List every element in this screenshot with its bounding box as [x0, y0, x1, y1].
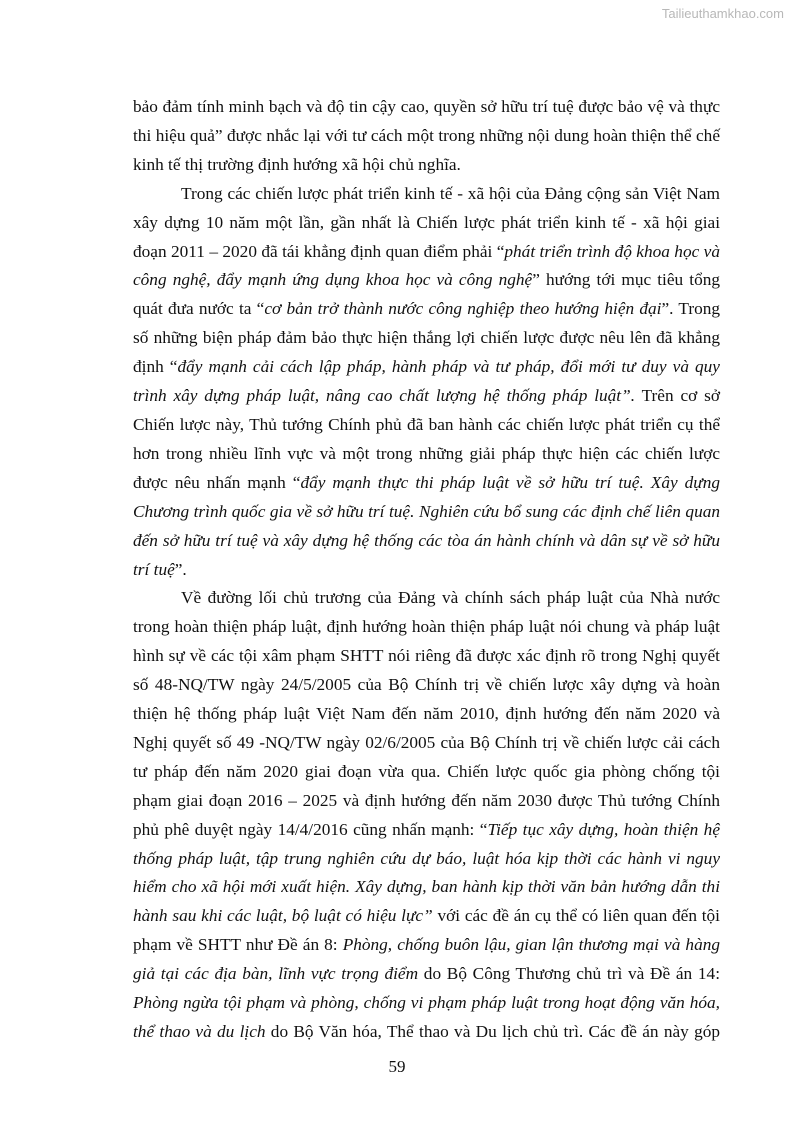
text-run: ”. [174, 559, 187, 579]
paragraph [133, 584, 720, 1047]
page-number: 59 [388, 1057, 406, 1076]
italic-quote: Phòng, chống buôn lậu, gian lận thương mại và hàng giả tại các địa bàn, lĩnh vực trọng điểm [133, 935, 720, 984]
italic-quote: Tiếp tục xây dựng, hoàn thiện hệ thống pháp luật, tập trung nghiên cứu dự báo, luật hóa kịp thời các hành vi nguy hiểm cho xã hội mới xuất hiện. Xây dựng, ban hành kịp thời văn bản hướng dẫn thi hành sau khi các luật, bộ luật có hiệu lực” [133, 819, 720, 926]
italic-quote: đẩy mạnh cải cách lập pháp, hành pháp và tư pháp, đổi mới tư duy và quy trình xây dựng pháp luật, nâng cao chất lượng hệ thống pháp luật”. [133, 357, 720, 406]
italic-quote: đẩy mạnh thực thi pháp luật về sở hữu trí tuệ. Xây dựng Chương trình quốc gia về sở hữu trí tuệ. Nghiên cứu bổ sung các định chế liên quan đến sở hữu trí tuệ và xây dựng hệ thống các tòa án hành chính và dân sự về sở hữu trí tuệ [133, 472, 720, 579]
paragraph [133, 93, 720, 180]
text-run: do Bộ Văn hóa, Thể thao và Du lịch chủ trì. Các đề án này góp [265, 1022, 721, 1041]
italic-quote: Phòng ngừa tội phạm và phòng, chống vi phạm pháp luật trong hoạt động văn hóa, thể thao và du lịch [133, 993, 720, 1041]
text-run: ”. Trong số những biện pháp đảm bảo thực hiện thắng lợi chiến lược được nêu lên đã khẳng định “ [133, 299, 720, 377]
body-text [133, 93, 720, 1047]
text-run: với các đề án cụ thể có liên quan đến tội phạm về SHTT như Đề án 8: [133, 906, 720, 955]
watermark: Tailieuthamkhao.com [661, 6, 784, 21]
text-run: Về đường lối chủ trương của Đảng và chính sách pháp luật của Nhà nước trong hoàn thiện pháp luật, định hướng hoàn thiện pháp luật nói chung và pháp luật hình sự về các tội xâm phạm SHTT nói riêng đã được xác định rõ trong Nghị quyết số 48-NQ/TW ngày 24/5/2005 của Bộ Chính trị về chiến lược xây dựng và hoàn thiện hệ thống pháp luật Việt Nam đến năm 2010, định hướng đến năm 2020 và Nghị quyết số 49 -NQ/TW ngày 02/6/2005 của Bộ Chính trị về chiến lược cải cách tư pháp đến năm 2020 giai đoạn vừa qua. Chiến lược quốc gia phòng chống tội phạm giai đoạn 2016 – 2025 và định hướng đến năm 2030 được Thủ tướng Chính phủ phê duyệt ngày 14/4/2016 cũng nhấn mạnh: “ [133, 588, 720, 839]
italic-quote: cơ bản trở thành nước công nghiệp theo hướng hiện đại [264, 299, 662, 319]
text-run: do Bộ Công Thương chủ trì và Đề án 14: [418, 964, 720, 984]
text-run: bảo đảm tính minh bạch và độ tin cậy cao, quyền sở hữu trí tuệ được bảo vệ và thực thi hiệu quả” được nhắc lại với tư cách một trong những nội dung hoàn thiện thể chế kinh tế thị trường định hướng xã hội chủ nghĩa. [133, 97, 720, 174]
text-run: Trong các chiến lược phát triển kinh tế - xã hội của Đảng cộng sản Việt Nam xây dựng 10 năm một lần, gần nhất là Chiến lược phát triển kinh tế - xã hội giai đoạn 2011 – 2020 đã tái khẳng định quan điểm phải “ [133, 183, 720, 261]
italic-quote: phát triển trình độ khoa học và công nghệ, đẩy mạnh ứng dụng khoa học và công nghệ [133, 241, 720, 290]
paragraph [133, 180, 720, 585]
text-run: ” hướng tới mục tiêu tổng quát đưa nước ta “ [133, 270, 720, 319]
text-run: Trên cơ sở Chiến lược này, Thủ tướng Chính phủ đã ban hành các chiến lược phát triển cụ thể hơn trong nhiều lĩnh vực và một trong những giải pháp thực hiện các chiến lược được nêu nhấn mạnh “ [133, 386, 720, 492]
